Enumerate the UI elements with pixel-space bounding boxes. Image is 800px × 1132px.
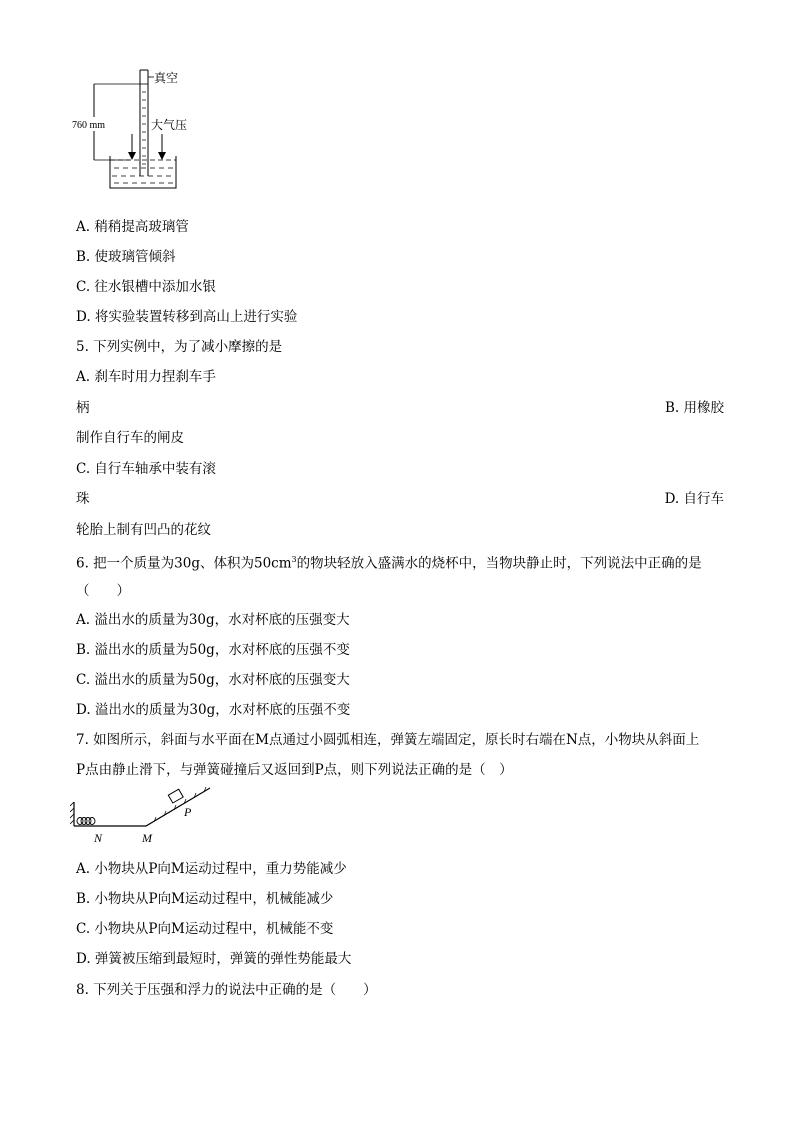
q5-option-b: B. 用橡胶 [664,400,724,416]
q5-option-a: A. 刹车时用力捏刹车手 [76,369,216,385]
q5-option-c: C. 自行车轴承中装有滚 [76,461,216,477]
q6-option-b: B. 溢出水的质量为50g，水对杯底的压强不变 [76,642,350,658]
q4-option-c: C. 往水银槽中添加水银 [76,279,216,295]
q5-option-b-cont: 制作自行车的闸皮 [76,430,184,446]
q7-option-c: C. 小物块从P向M运动过程中，机械能不变 [76,921,334,937]
q7-option-b: B. 小物块从P向M运动过程中，机械能减少 [76,891,334,907]
label-n: N [94,831,103,845]
q6-stem-pre: 6. 把一个质量为30g、体积为50cm [76,555,292,572]
q5-stem: 5. 下列实例中，为了减小摩擦的是 [76,339,283,355]
q7-option-a: A. 小物块从P向M运动过程中，重力势能减少 [76,861,347,877]
q6-stem-post: 的物块轻放入盛满水的烧杯中，当物块静止时，下列说法中正确的是 [296,555,702,572]
label-m: M [142,831,152,845]
q5-option-d: D. 自行车 [664,491,724,507]
q6-stem [76,551,702,573]
q6-option-c: C. 溢出水的质量为50g，水对杯底的压强变大 [76,672,350,688]
q7-stem-line2: P点由静止滑下，与弹簧碰撞后又返回到P点，则下列说法正确的是（ ） [76,762,513,778]
atmospheric-pressure-label: 大气压 [151,118,188,132]
q4-option-b: B. 使玻璃管倾斜 [76,249,176,265]
q6-option-d: D. 溢出水的质量为30g，水对杯底的压强不变 [76,702,351,718]
height-label: 760 mm [72,120,106,131]
q4-option-d: D. 将实验装置转移到高山上进行实验 [76,309,298,325]
label-p: P [184,805,192,819]
q6-option-a: A. 溢出水的质量为30g，水对杯底的压强变大 [76,612,350,628]
q7-stem-line1: 7. 如图所示，斜面与水平面在M点通过小圆弧相连，弹簧左端固定，原长时右端在N点，小物块从斜面上 [76,732,700,748]
q6-paren: （ ） [76,583,130,599]
vacuum-label: 真空 [154,71,179,85]
q4-option-a: A. 稍稍提高玻璃管 [76,219,189,235]
q7-option-d: D. 弹簧被压缩到最短时，弹簧的弹性势能最大 [76,951,352,967]
q5-option-d-cont: 轮胎上制有凹凸的花纹 [76,522,211,538]
q5-option-c-cont: 珠 [76,491,90,507]
torricelli-figure [70,64,200,194]
incline-spring-figure [70,784,220,850]
q5-option-a-cont: 柄 [76,400,90,416]
q8-stem: 8. 下列关于压强和浮力的说法中正确的是（ ） [76,982,377,998]
q6-stem-sup: 3 [291,555,297,564]
